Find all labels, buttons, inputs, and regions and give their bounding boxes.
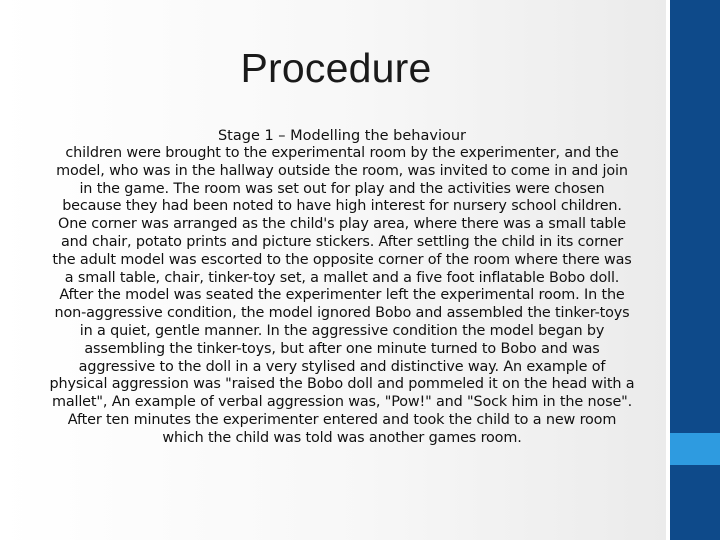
sidebar-bar-accent: [670, 433, 720, 465]
slide-body-text: children were brought to the experimental room by the experimenter, and the model, who was in the hallway outside the room, was invited to come in and join in the game. The room was set out for play and the activities were chosen because they had been noted to have high interest for nursery school children. One corner was arranged as the child's play area, where there was a small table and chair, potato prints and picture stickers. After settling the child in its corner the adult model was escorted to the opposite corner of the room where there was a small table, chair, tinker-toy set, a mallet and a five foot inflatable Bobo doll. After the model was seated the experimenter left the experimental room. In the non-aggressive condition, the model ignored Bobo and assembled the tinker-toys in a quiet, gentle manner. In the aggressive condition the model began by assembling the tinker-toys, but after one minute turned to Bobo and was aggressive to the doll in a very stylised and distinctive way. An example of physical aggression was "raised the Bobo doll and pommeled it on the head with a mallet", An example of verbal aggression was, "Pow!" and "Sock him in the nose". After ten minutes the experimenter entered and took the child to a new room which the child was told was another games room.: [49, 145, 635, 446]
sidebar-bar-bottom: [670, 465, 720, 540]
slide-content: [48, 127, 636, 448]
sidebar-bar-top: [670, 0, 720, 433]
slide-title: Procedure: [240, 45, 432, 91]
decorative-sidebar: [666, 0, 720, 540]
slide-subheading: Stage 1 – Modelling the behaviour: [217, 128, 467, 144]
